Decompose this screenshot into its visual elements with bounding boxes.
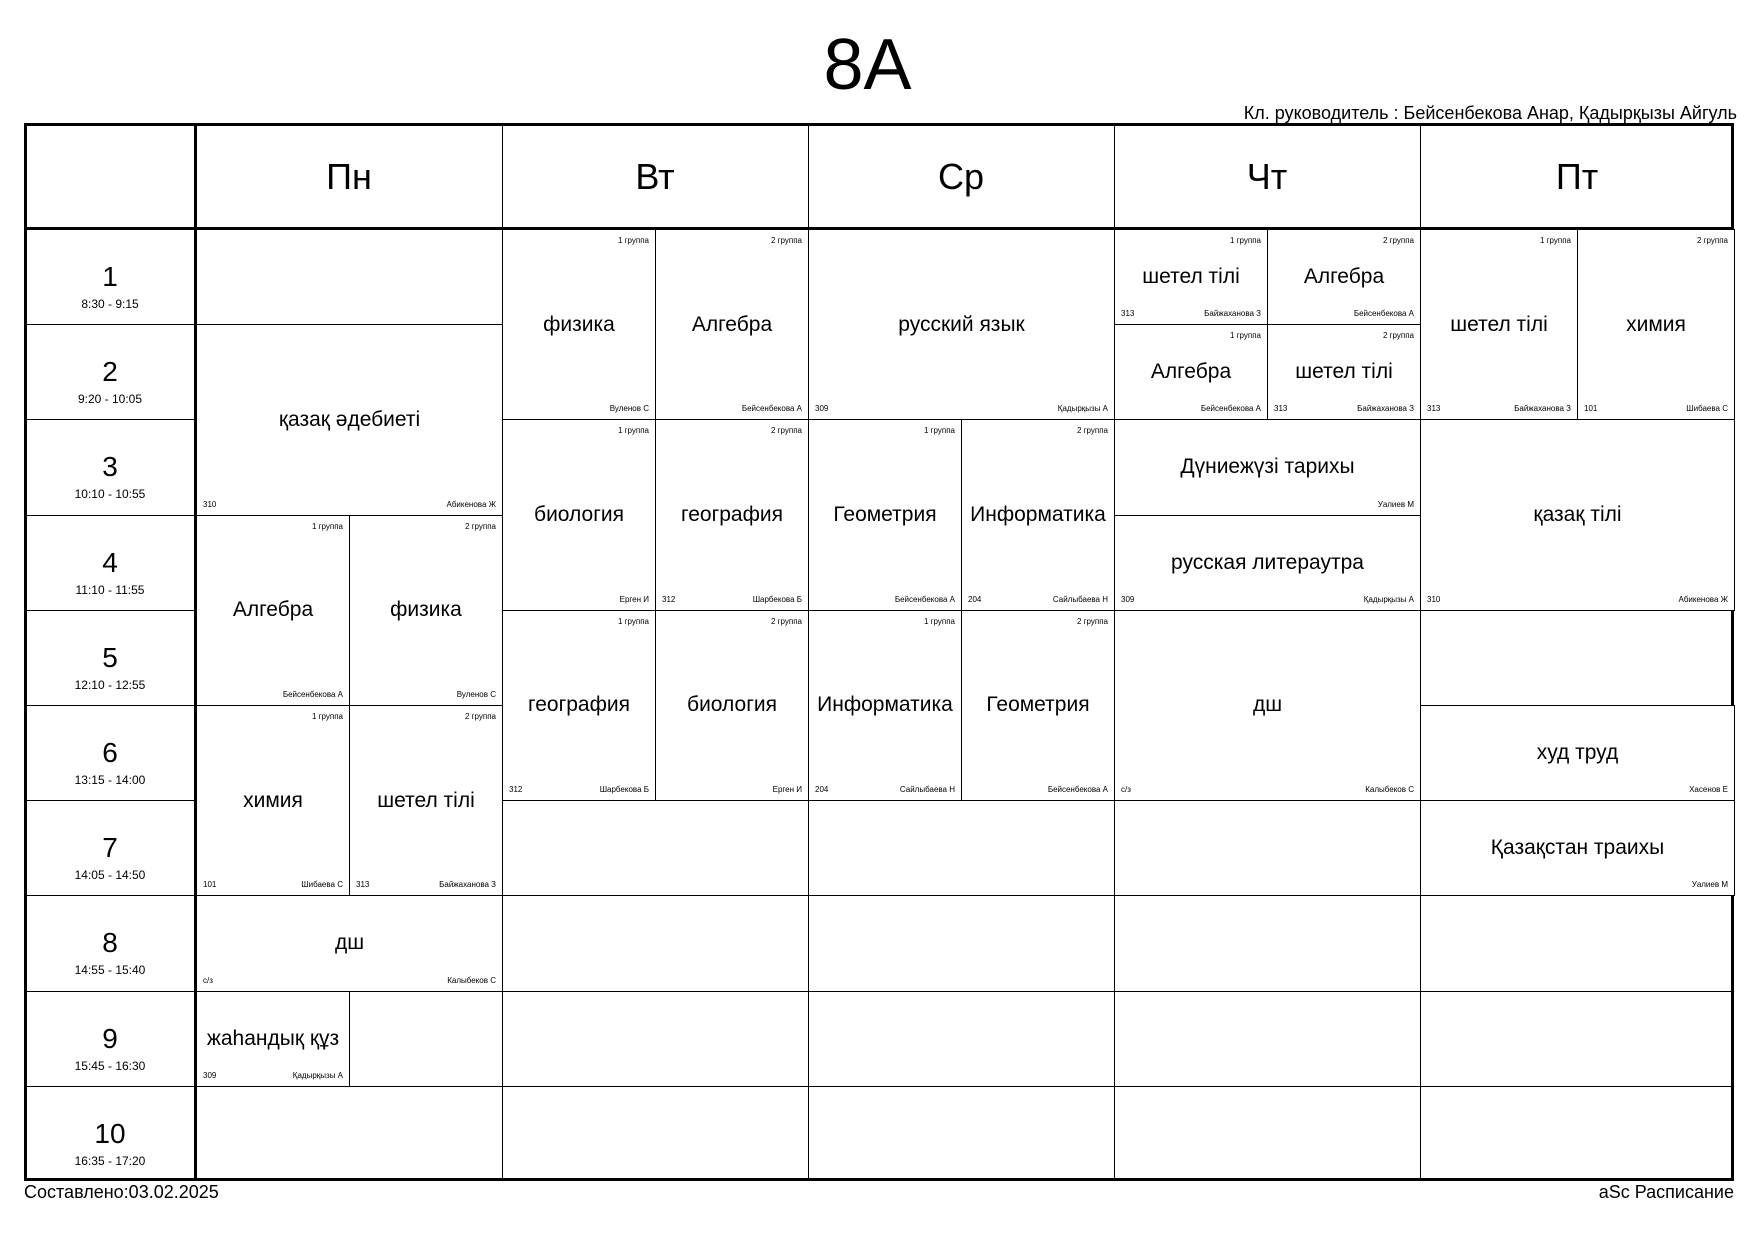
lesson-group: 2 группа [1382,331,1414,341]
lesson-group: 2 группа [1382,236,1414,245]
period-label [24,705,196,800]
lesson-teacher: Сайлыбаева Н [899,785,955,795]
lesson-subject: география [528,693,630,717]
lesson-room: 204 [815,785,829,795]
lesson-group: 2 группа [770,616,802,626]
lesson-group: 2 группа [1076,616,1108,626]
lesson-subject: дш [1252,693,1283,717]
lesson-subject: қазақ тілі [1533,503,1622,527]
lesson-room: 101 [203,880,217,890]
period-number: 4 [102,546,118,578]
lesson-group: 2 группа [464,521,496,531]
lesson-room: 309 [1121,594,1135,604]
created-date: Составлено:03.02.2025 [24,1182,219,1202]
lesson-group: 1 группа [923,616,955,626]
lesson-room: с/з [1121,785,1131,795]
lesson-card[interactable] [349,515,503,706]
lesson-teacher: Бейсенбекова А [282,689,343,699]
lesson-subject: дш [334,931,365,955]
lesson-subject: шетел тілі [1295,360,1393,384]
lesson-subject: Информатика [970,503,1106,527]
period-label [24,991,196,1086]
lesson-subject: Қазақстан траихы [1490,836,1665,860]
lesson-card[interactable] [808,419,962,610]
lesson-card[interactable] [1114,324,1268,420]
lesson-subject: Информатика [817,693,953,717]
lesson-subject: жаһандық құз [206,1026,340,1050]
lesson-card[interactable] [196,991,350,1087]
lesson-group: 2 группа [770,236,802,245]
lesson-subject: қазақ әдебиеті [278,407,421,431]
period-time: 14:55 - 15:40 [74,963,146,978]
lesson-card[interactable] [1420,419,1735,610]
lesson-teacher: Бейсенбекова А [741,404,802,414]
period-label [24,610,196,705]
lesson-subject: физика [543,312,615,336]
lesson-group: 1 группа [617,616,649,626]
lesson-group: 1 группа [617,426,649,436]
lesson-card[interactable] [808,610,962,801]
period-number: 9 [102,1022,118,1054]
lesson-teacher: Уалиев М [1377,499,1414,509]
lesson-group: 1 группа [617,236,649,245]
lesson-subject: Алгебра [691,312,773,336]
day-header: Ср [937,156,985,197]
lesson-subject: Дүниежүзі тарихы [1180,455,1355,479]
lesson-teacher: Шибаева С [301,880,343,890]
lesson-teacher: Қадырқызы А [1363,594,1414,604]
lesson-teacher: Бейсенбекова А [1353,309,1414,319]
lesson-card[interactable] [1267,324,1421,420]
lesson-group: 1 группа [1229,331,1261,341]
lesson-teacher: Байжаханова З [1514,404,1571,414]
period-label [24,229,196,324]
lesson-room: 312 [509,785,523,795]
lesson-room: 310 [203,499,217,509]
lesson-subject: Алгебра [1303,265,1385,289]
lesson-card[interactable] [961,610,1115,801]
lesson-card[interactable] [1114,419,1421,515]
lesson-teacher: Қадырқызы А [1057,404,1108,414]
period-label [24,515,196,610]
lesson-subject: химия [243,788,303,812]
lesson-teacher: Байжаханова З [1357,404,1414,414]
period-number: 6 [102,737,118,768]
lesson-teacher: Байжаханова З [1204,309,1261,319]
period-label [24,895,196,990]
lesson-teacher: Уалиев М [1691,880,1728,890]
lesson-subject: Алгебра [1150,360,1232,384]
lesson-subject: география [681,503,783,527]
lesson-room: 313 [1427,404,1441,414]
lesson-teacher: Сайлыбаева Н [1052,594,1108,604]
lesson-subject: шетел тілі [377,788,475,812]
lesson-teacher: Калыбеков С [447,975,496,985]
lesson-subject: биология [687,693,777,717]
lesson-subject: русская литераутра [1171,550,1364,574]
period-number: 1 [102,261,118,292]
lesson-teacher: Ерген И [619,594,649,604]
lesson-room: 313 [1121,309,1135,319]
lesson-group: 1 группа [1539,236,1571,245]
lesson-card[interactable] [502,419,656,610]
lesson-subject: худ труд [1536,741,1619,765]
lesson-teacher: Бейсенбекова А [894,594,955,604]
lesson-card[interactable] [808,229,1115,420]
period-number: 3 [102,451,118,483]
lesson-teacher: Ерген И [772,785,802,795]
day-header: Чт [1246,156,1288,197]
period-label [24,800,196,895]
lesson-teacher: Шибаева С [1686,404,1728,414]
lesson-card[interactable] [1420,800,1735,896]
lesson-teacher: Калыбеков С [1365,785,1414,795]
lesson-room: 204 [968,594,982,604]
lesson-group: 1 группа [311,712,343,721]
lesson-card[interactable] [1114,610,1421,801]
lesson-card[interactable] [196,705,350,896]
lesson-card[interactable] [1114,229,1268,325]
period-time: 12:10 - 12:55 [74,677,146,692]
period-time: 15:45 - 16:30 [74,1058,146,1073]
day-header: Пн [326,156,372,197]
lesson-card[interactable] [502,610,656,801]
lesson-card[interactable] [349,705,503,896]
lesson-teacher: Шарбекова Б [599,785,649,795]
lesson-teacher: Байжаханова З [439,880,496,890]
lesson-card[interactable] [1114,515,1421,611]
lesson-subject: Геометрия [833,503,937,527]
lesson-group: 2 группа [770,426,802,436]
lesson-card[interactable] [196,895,503,991]
lesson-group: 1 группа [923,426,955,436]
lesson-group: 2 группа [464,712,496,721]
lesson-room: 313 [356,880,370,890]
period-number: 7 [102,832,118,864]
lesson-card[interactable] [1267,229,1421,325]
lesson-group: 1 группа [311,521,343,531]
lesson-room: с/з [203,975,213,985]
lesson-card[interactable] [502,229,656,420]
lesson-card[interactable] [1420,229,1578,420]
period-time: 11:10 - 11:55 [75,582,145,597]
period-label [24,324,196,419]
lesson-card[interactable] [961,419,1115,610]
lesson-subject: шетел тілі [1142,265,1240,289]
class-title: 8А [823,25,912,105]
lesson-group: 2 группа [1696,236,1728,245]
lesson-subject: Геометрия [986,693,1090,717]
lesson-subject: физика [390,598,462,622]
lesson-teacher: Абикенова Ж [446,499,496,509]
period-number: 5 [102,641,118,673]
lesson-teacher: Вуленов С [456,689,496,699]
day-header: Вт [635,156,675,197]
software-name: aSc Расписание [1598,1182,1734,1202]
lesson-room: 309 [203,1070,217,1080]
lesson-room: 101 [1584,404,1598,414]
lesson-teacher: Бейсенбекова А [1047,785,1108,795]
lesson-card[interactable] [655,419,809,610]
lesson-card[interactable] [196,324,503,515]
lesson-card[interactable] [196,515,350,706]
period-time: 8:30 - 9:15 [81,297,139,311]
lesson-teacher: Шарбекова Б [752,594,802,604]
lesson-teacher: Бейсенбекова А [1200,404,1261,414]
period-time: 10:10 - 10:55 [74,487,146,502]
lesson-teacher: Вуленов С [609,404,649,414]
lesson-teacher: Хасенов Е [1689,785,1728,795]
day-header: Пт [1555,156,1599,197]
lesson-card[interactable] [1420,705,1735,801]
lesson-room: 310 [1427,594,1441,604]
lesson-teacher: Абикенова Ж [1678,594,1728,604]
lesson-card[interactable] [655,229,809,420]
period-label [24,1086,196,1181]
lesson-room: 313 [1274,404,1288,414]
period-number: 2 [102,356,118,388]
lesson-room: 309 [815,404,829,414]
period-time: 9:20 - 10:05 [77,392,143,407]
period-label [24,419,196,514]
lesson-group: 2 группа [1076,426,1108,436]
lesson-group: 1 группа [1229,236,1261,245]
period-time: 13:15 - 14:00 [74,773,146,787]
lesson-subject: химия [1626,312,1686,336]
period-number: 10 [94,1117,126,1149]
lesson-subject: биология [534,503,624,527]
lesson-room: 312 [662,594,676,604]
period-number: 8 [102,927,118,959]
period-time: 16:35 - 17:20 [74,1153,146,1168]
lesson-subject: Алгебра [232,598,314,622]
lesson-subject: шетел тілі [1450,312,1548,336]
lesson-card[interactable] [1577,229,1735,420]
lesson-subject: русский язык [898,312,1025,336]
lesson-card[interactable] [655,610,809,801]
period-time: 14:05 - 14:50 [74,868,146,883]
lesson-teacher: Қадырқызы А [292,1070,343,1080]
homeroom-teacher: Кл. руководитель : Бейсенбекова Анар, Қадырқызы Айгуль [1243,103,1737,123]
